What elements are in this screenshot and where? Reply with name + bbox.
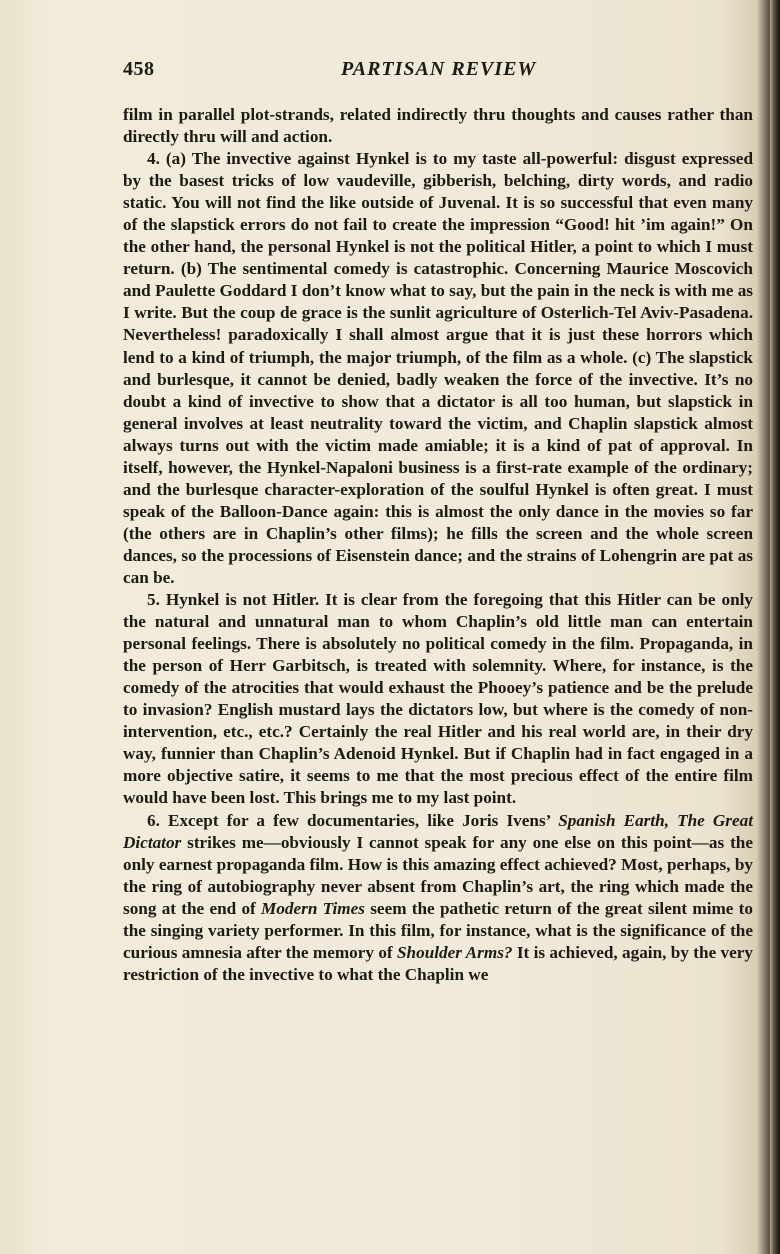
film-title-shoulder-arms: Shoulder Arms? xyxy=(397,942,513,962)
film-title-modern-times: Modern Times xyxy=(261,898,365,918)
paragraph-text xyxy=(669,811,677,830)
paragraph-text: strikes me—obviously I cannot speak for any one else on this point—as the only earnest propaganda film. How is this amazing effect achieved? Most, perhaps, by the ring of autobiography never absent from Chaplin’s art, the ring which made the song at the end of xyxy=(123,832,753,918)
page-binding-edge xyxy=(770,0,780,1254)
film-title-great-dictator: The Great Dictator xyxy=(123,810,753,852)
film-title-spanish-earth: Spanish Earth, xyxy=(558,810,669,830)
journal-title: PARTISAN REVIEW xyxy=(341,58,537,80)
paragraph-text: film in parallel plot-strands, related indirectly thru thoughts and causes rather than directly thru will and action. xyxy=(123,105,753,147)
running-head xyxy=(123,58,653,86)
paragraph-section-4 xyxy=(123,148,753,589)
body-text xyxy=(123,104,753,986)
paragraph-section-5 xyxy=(123,589,753,809)
paragraph-text: It is achieved, again, by the very restriction of the invective to what the Chaplin we xyxy=(123,942,754,984)
page-number: 458 xyxy=(123,58,155,80)
paragraph-text: seem the pathetic return of the great silent mime to the singing variety performer. In this film, for instance, what is the significance of the curious amnesia after the memory of xyxy=(123,898,753,962)
paragraph-text: 6. Except for a few documentaries, like Joris Ivens’ xyxy=(147,810,559,830)
paragraph-text: 4. (a) The invective against Hynkel is to my taste all-powerful: disgust expressed by the basest tricks of low vaudeville, gibberish, belching, dirty words, and radio static. You will not find the like outside of Juvenal. It is so successful that even many of the slapstick errors do not fail to create the impression “Good! hit ’im again!” On the other hand, the personal Hynkel is not the political Hitler, a point to which I must return. (b) The sentimental comedy is catastrophic. Concerning Maurice Moscovich and Paulette Goddard I don’t know what to say, but the pain in the neck is with me as I write. But the coup de grace is the sunlit agriculture of Osterlich-Tel Aviv-Pasadena. Nevertheless! paradoxically I shall almost argue that it is just these horrors which lend to a kind of triumph, the major triumph, of the film as a whole. (c) The slapstick and burlesque, it cannot be denied, badly weaken the force of the invective. It’s no doubt a kind of invective to show that a dictator is all too human, but slapstick in general involves at least neutrality toward the victim, and Chaplin slapstick almost always turns out with the victim made amiable; it is a kind of pat of approval. In itself, however, the Hynkel-Napaloni business is a first-rate example of the ordinary; and the burlesque character-exploration of the soulful Hynkel is often great. I must speak of the Balloon-Dance again: this is almost the only dance in the movies so far (the others are in Chaplin’s other films); he fills the screen and the whole screen dances, so the processions of Eisenstein dance; and the strains of Lohengrin are pat as can be. xyxy=(123,149,753,587)
paragraph-text: 5. Hynkel is not Hitler. It is clear from the foregoing that this Hitler can be only the natural and unnatural man to whom Chaplin’s old little man can entertain personal feelings. There is absolutely no political comedy in the film. Propaganda, in the person of Herr Garbitsch, is treated with solemnity. Where, for instance, is the comedy of the atrocities that would exhaust the Phooey’s patience and be the prelude to invasion? English mustard lays the dictators low, but where is the comedy of nonintervention, etc., etc.? Certainly the real Hitler and his real world are, in their dry way, funnier than Chaplin’s Adenoid Hynkel. But if Chaplin had in fact engaged in a more objective satire, it seems to me that the most precious effect of the entire film would have been lost. This brings me to my last point. xyxy=(123,590,753,808)
paragraph-section-6 xyxy=(123,810,753,986)
paragraph-continuation xyxy=(123,104,753,148)
